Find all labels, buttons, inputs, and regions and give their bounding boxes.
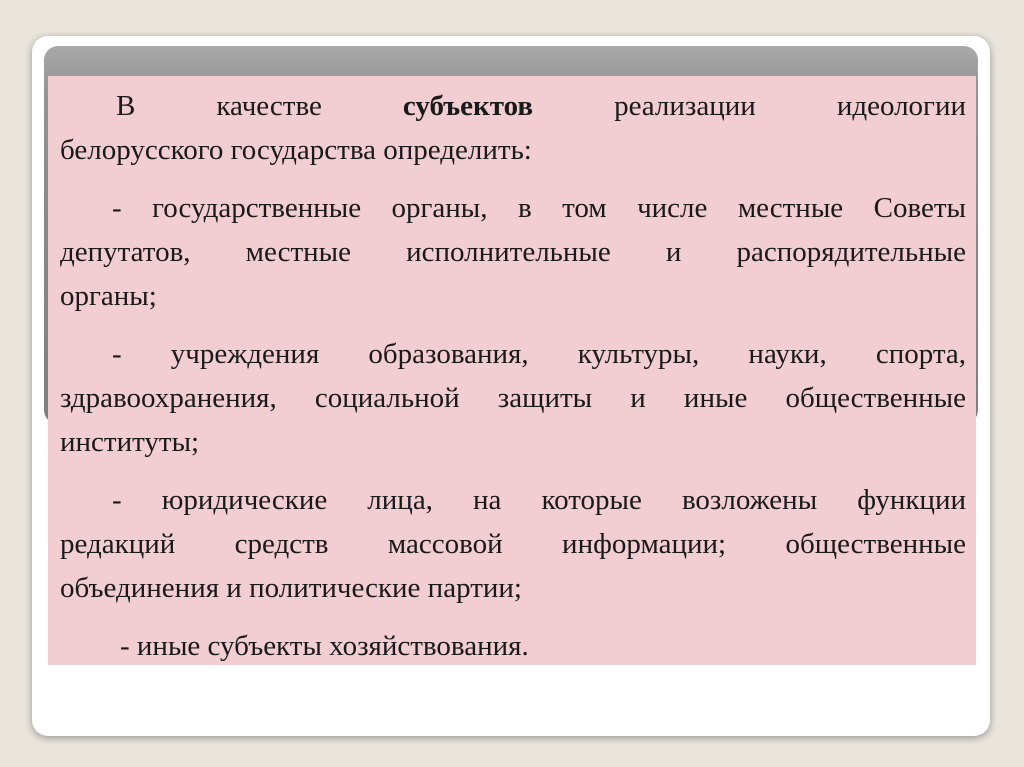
list-item-2-line-1: - учреждения образования, культуры, науки, спорта,: [112, 338, 966, 370]
list-item-1-line-1: - государственные органы, в том числе местные Советы: [112, 192, 966, 224]
intro-line-2: белорусского государства определить:: [60, 134, 532, 166]
intro-line-1: [60, 84, 966, 128]
intro-word-5: идеологии: [836, 90, 966, 122]
list-item-4: - иные субъекты хозяйствования.: [120, 630, 529, 662]
list-item-3-line-3: объединения и политические партии;: [60, 572, 522, 604]
list-item-3-line-1: - юридические лица, на которые возложены функции: [112, 484, 966, 516]
list-item-3-line-2: редакций средств массовой информации; общественные: [60, 528, 966, 560]
intro-word-4: реализации: [614, 90, 756, 122]
intro-word-bold: субъектов: [402, 90, 534, 122]
content-box: [48, 76, 976, 665]
intro-word-2: качестве: [216, 90, 322, 122]
intro-word-1: В: [116, 90, 136, 122]
list-item-1: [60, 186, 966, 318]
list-item-3: [60, 478, 966, 610]
list-item-1-line-3: органы;: [60, 280, 157, 312]
list-item-1-line-2: депутатов, местные исполнительные и распорядительные: [60, 236, 966, 268]
list-item-2: [60, 332, 966, 464]
list-item-2-line-3: институты;: [60, 426, 200, 458]
list-item-2-line-2: здравоохранения, социальной защиты и иные общественные: [60, 382, 966, 414]
